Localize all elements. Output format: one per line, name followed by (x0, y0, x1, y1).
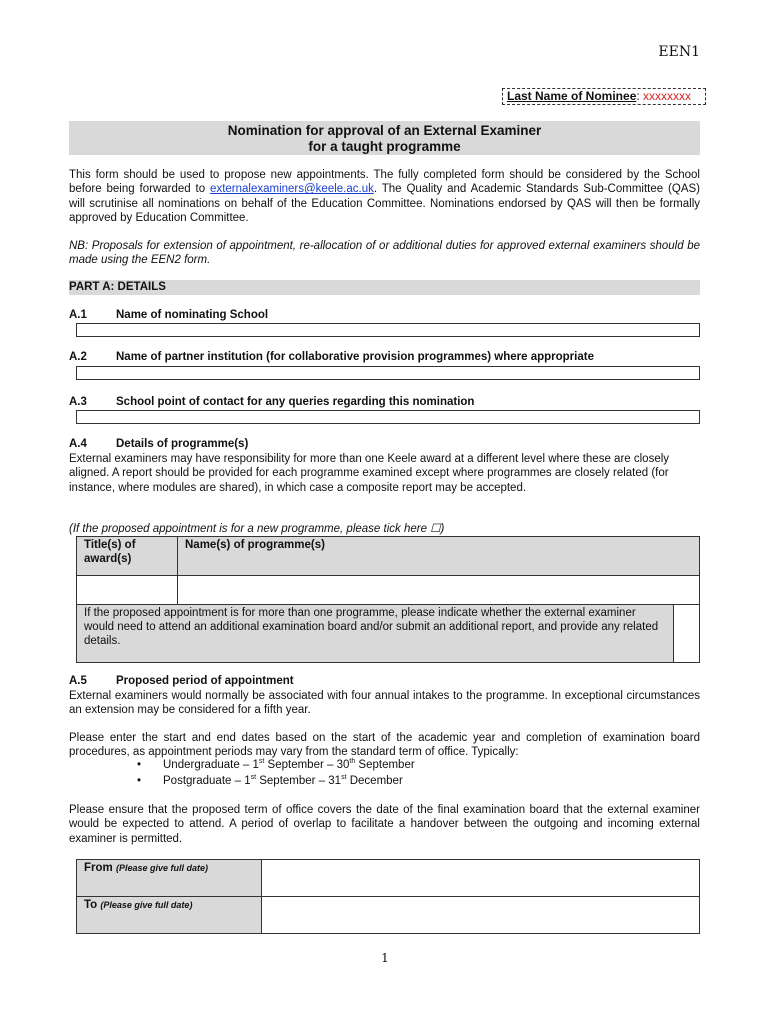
a4-label: Details of programme(s) (116, 438, 249, 450)
a1-label: Name of nominating School (116, 309, 269, 321)
bullet-icon: • (137, 775, 142, 787)
form-title (69, 121, 700, 155)
nominee-separator: : (636, 89, 644, 103)
new-programme-tick-note: (If the proposed appointment is for a new programme, please tick here ☐) (69, 523, 445, 535)
a3-label: School point of contact for any queries regarding this nomination (116, 396, 475, 408)
a4-number: A.4 (69, 438, 87, 450)
a1-number: A.1 (69, 309, 87, 321)
a5-paragraph-1: External examiners would normally be associated with four annual intakes to the programme. In exceptional circumstances an extension may be considered for a fifth year. (69, 690, 700, 717)
multi-programme-note: If the proposed appointment is for more than one programme, please indicate whether the external examiner would need to attend an additional examination board and/or submit an additional report, and provide any related details. (77, 605, 674, 663)
programme-name-cell[interactable] (178, 576, 700, 605)
intro-text: This form should be used to propose new appointments. The fully completed form should be considered by the School before being forwarded to (69, 169, 700, 196)
to-label: To (84, 899, 98, 911)
title-line-2: for a taught programme (308, 139, 461, 154)
programme-table (76, 536, 700, 663)
from-label-cell (77, 860, 262, 897)
from-hint: (Please give full date) (115, 863, 208, 873)
nominee-label: Last Name of Nominee (507, 89, 637, 103)
a5-paragraph-3: Please ensure that the proposed term of office covers the date of the final examination board that the external examiner would be expected to attend. A period of overlap to facilitate a handover between the outgoing and incoming external examiner is permitted. (69, 804, 700, 845)
page-number: 1 (381, 951, 389, 965)
nominee-value: xxxxxxxx (643, 89, 692, 103)
award-title-cell[interactable] (77, 576, 178, 605)
programme-name-header: Name(s) of programme(s) (178, 537, 700, 576)
from-date-field[interactable] (262, 860, 700, 897)
a3-answer-field[interactable] (76, 410, 700, 424)
email-link[interactable]: externalexaminers@keele.ac.uk (210, 183, 374, 196)
nominee-field[interactable] (502, 88, 706, 105)
part-a-heading: PART A: DETAILS (69, 280, 700, 295)
nb-note: NB: Proposals for extension of appointment, re-allocation of or additional duties for approved external examiners should be made using the EEN2 form. (69, 240, 700, 267)
intro-paragraph (69, 168, 700, 225)
a2-number: A.2 (69, 351, 87, 363)
to-label-cell (77, 897, 262, 934)
to-hint: (Please give full date) (100, 900, 193, 910)
a3-number: A.3 (69, 396, 87, 408)
a5-number: A.5 (69, 675, 87, 687)
to-date-field[interactable] (262, 897, 700, 934)
a4-description: External examiners may have responsibility for more than one Keele award at a different level where these are closely aligned. A report should be provided for each programme examined except where programmes are closely related (for instance, where modules are shared), in which case a composite report may be accepted. (69, 453, 670, 494)
award-title-header: Title(s) of award(s) (77, 537, 178, 576)
appointment-dates-table (76, 859, 700, 934)
from-label: From (84, 862, 113, 874)
a5-label: Proposed period of appointment (116, 675, 294, 687)
a1-answer-field[interactable] (76, 323, 700, 337)
bullet-postgraduate: Postgraduate – 1st September – 31st December (163, 774, 403, 787)
bullet-undergraduate: Undergraduate – 1st September – 30th September (163, 758, 415, 771)
title-line-1: Nomination for approval of an External Examiner (227, 123, 542, 138)
bullet-icon: • (137, 759, 142, 771)
a5-paragraph-2: Please enter the start and end dates based on the start of the academic year and completion of examination board procedures, as appointment periods may vary from the standard term of office. Typically: (69, 732, 700, 759)
multi-programme-answer-cell[interactable] (674, 605, 700, 663)
intro-text-cont: . The Quality and Academic Standards Sub-Committee (QAS) will scrutinise all nominations on behalf of the Education Committee. Nominations endorsed by QAS will then be formally approved by Education Committee. (69, 183, 700, 224)
a2-answer-field[interactable] (76, 366, 700, 380)
a2-label: Name of partner institution (for collaborative provision programmes) where appropriate (116, 351, 594, 363)
form-code: EEN1 (658, 44, 700, 60)
